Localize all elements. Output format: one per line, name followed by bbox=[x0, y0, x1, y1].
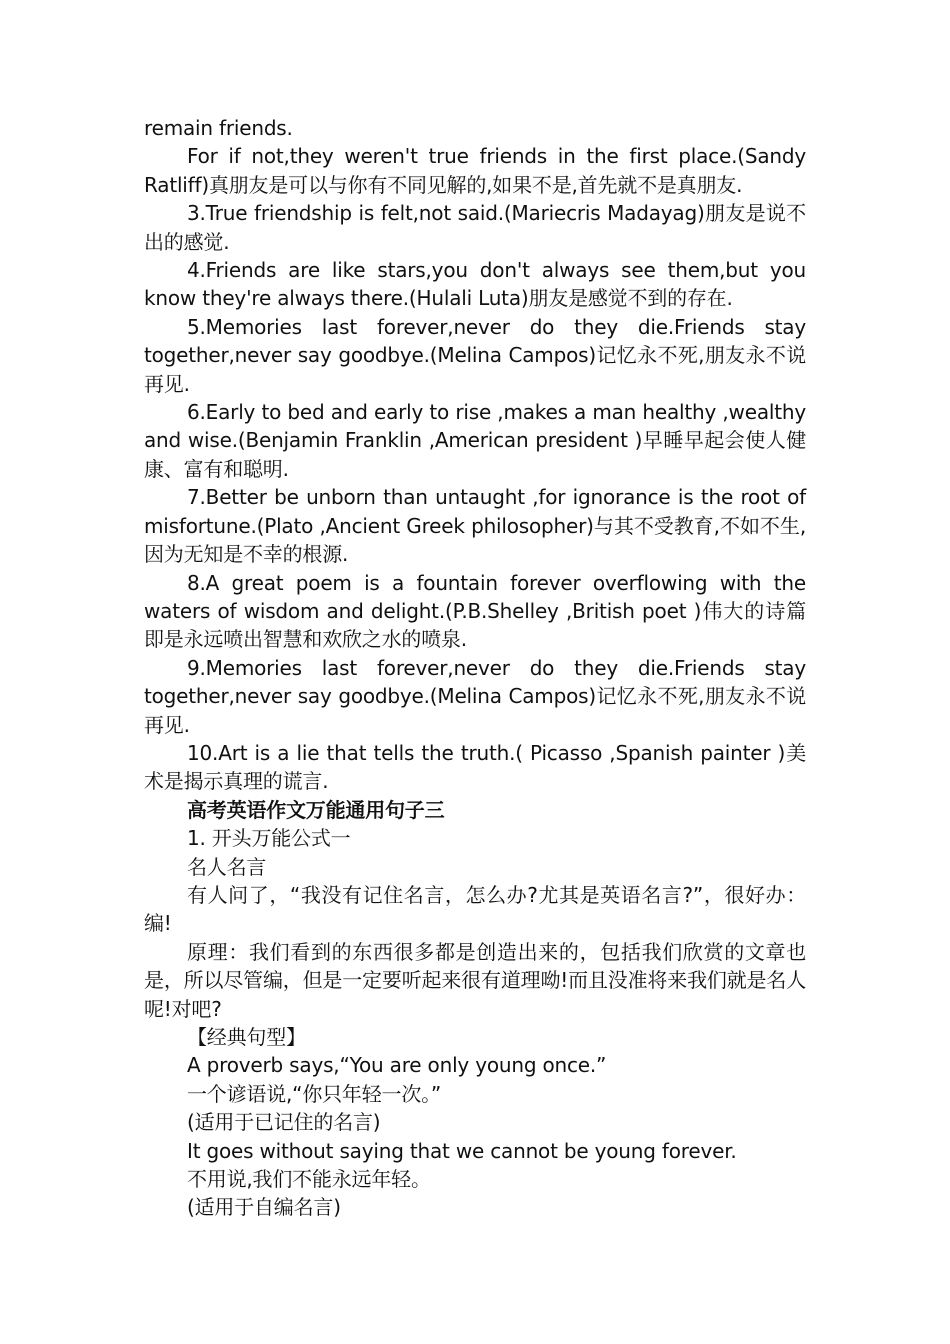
paragraph-12: 名人名言 bbox=[187, 854, 267, 879]
document-page bbox=[144, 114, 806, 1222]
paragraph-5: 5.Memories last forever,never do they die.Friends stay together,never say goodbye.(Melina Campos)记忆永不死,朋友永不说再见. bbox=[144, 314, 806, 396]
paragraph-20: 不用说,我们不能永远年轻。 bbox=[187, 1167, 431, 1192]
paragraph-6: 6.Early to bed and early to rise ,makes a man healthy ,wealthy and wise.(Benjamin Franklin ,American president )早睡早起会使人健康、富有和聪明. bbox=[144, 400, 806, 481]
paragraph-1: remain friends. bbox=[144, 116, 293, 140]
paragraph-2: For if not,they weren't true friends in the first place.(Sandy Ratliff)真朋友是可以与你有不同见解的,如果不是,首先就不是真朋友. bbox=[144, 144, 806, 197]
paragraph-10: 10.Art is a lie that tells the truth.( Picasso ,Spanish painter )美术是揭示真理的谎言. bbox=[144, 740, 806, 794]
paragraph-21: (适用于自编名言) bbox=[187, 1195, 341, 1220]
paragraph-15: 【经典句型】 bbox=[187, 1025, 306, 1049]
paragraph-19: It goes without saying that we cannot be young forever. bbox=[187, 1138, 737, 1163]
paragraph-3: 3.True friendship is felt,not said.(Mariecris Madayag)朋友是说不出的感觉. bbox=[144, 201, 806, 254]
paragraph-7: 7.Better be unborn than untaught ,for ignorance is the root of misfortune.(Plato ,Ancient Greek philosopher)与其不受教育,不如不生,因为无知是不幸的根源. bbox=[144, 485, 806, 567]
paragraph-8: 8.A great poem is a fountain forever overflowing with the waters of wisdom and delight.(P.B.Shelley ,British poet )伟大的诗篇即是永远喷出智慧和欢欣之水的喷泉. bbox=[144, 570, 806, 652]
paragraph-11: 1. 开头万能公式一 bbox=[187, 826, 351, 851]
section-heading: 高考英语作文万能通用句子三 bbox=[187, 797, 445, 822]
paragraph-4: 4.Friends are like stars,you don't always see them,but you know they're always there.(Hulali Luta)朋友是感觉不到的存在. bbox=[144, 258, 806, 311]
paragraph-13: 有人问了，“我没有记住名言，怎么办?尤其是英语名言?”，很好办：编! bbox=[144, 882, 806, 936]
paragraph-14: 原理：我们看到的东西很多都是创造出来的，包括我们欣赏的文章也是，所以尽管编，但是一定要听起来很有道理呦!而且没准将来我们就是名人呢!对吧? bbox=[144, 939, 806, 1021]
paragraph-16: A proverb says,“You are only young once.” bbox=[187, 1053, 607, 1078]
paragraph-9: 9.Memories last forever,never do they die.Friends stay together,never say goodbye.(Melina Campos)记忆永不死,朋友永不说再见. bbox=[144, 655, 806, 737]
paragraph-18: (适用于已记住的名言) bbox=[187, 1110, 381, 1135]
paragraph-17: 一个谚语说,“你只年轻一次。” bbox=[187, 1081, 442, 1106]
